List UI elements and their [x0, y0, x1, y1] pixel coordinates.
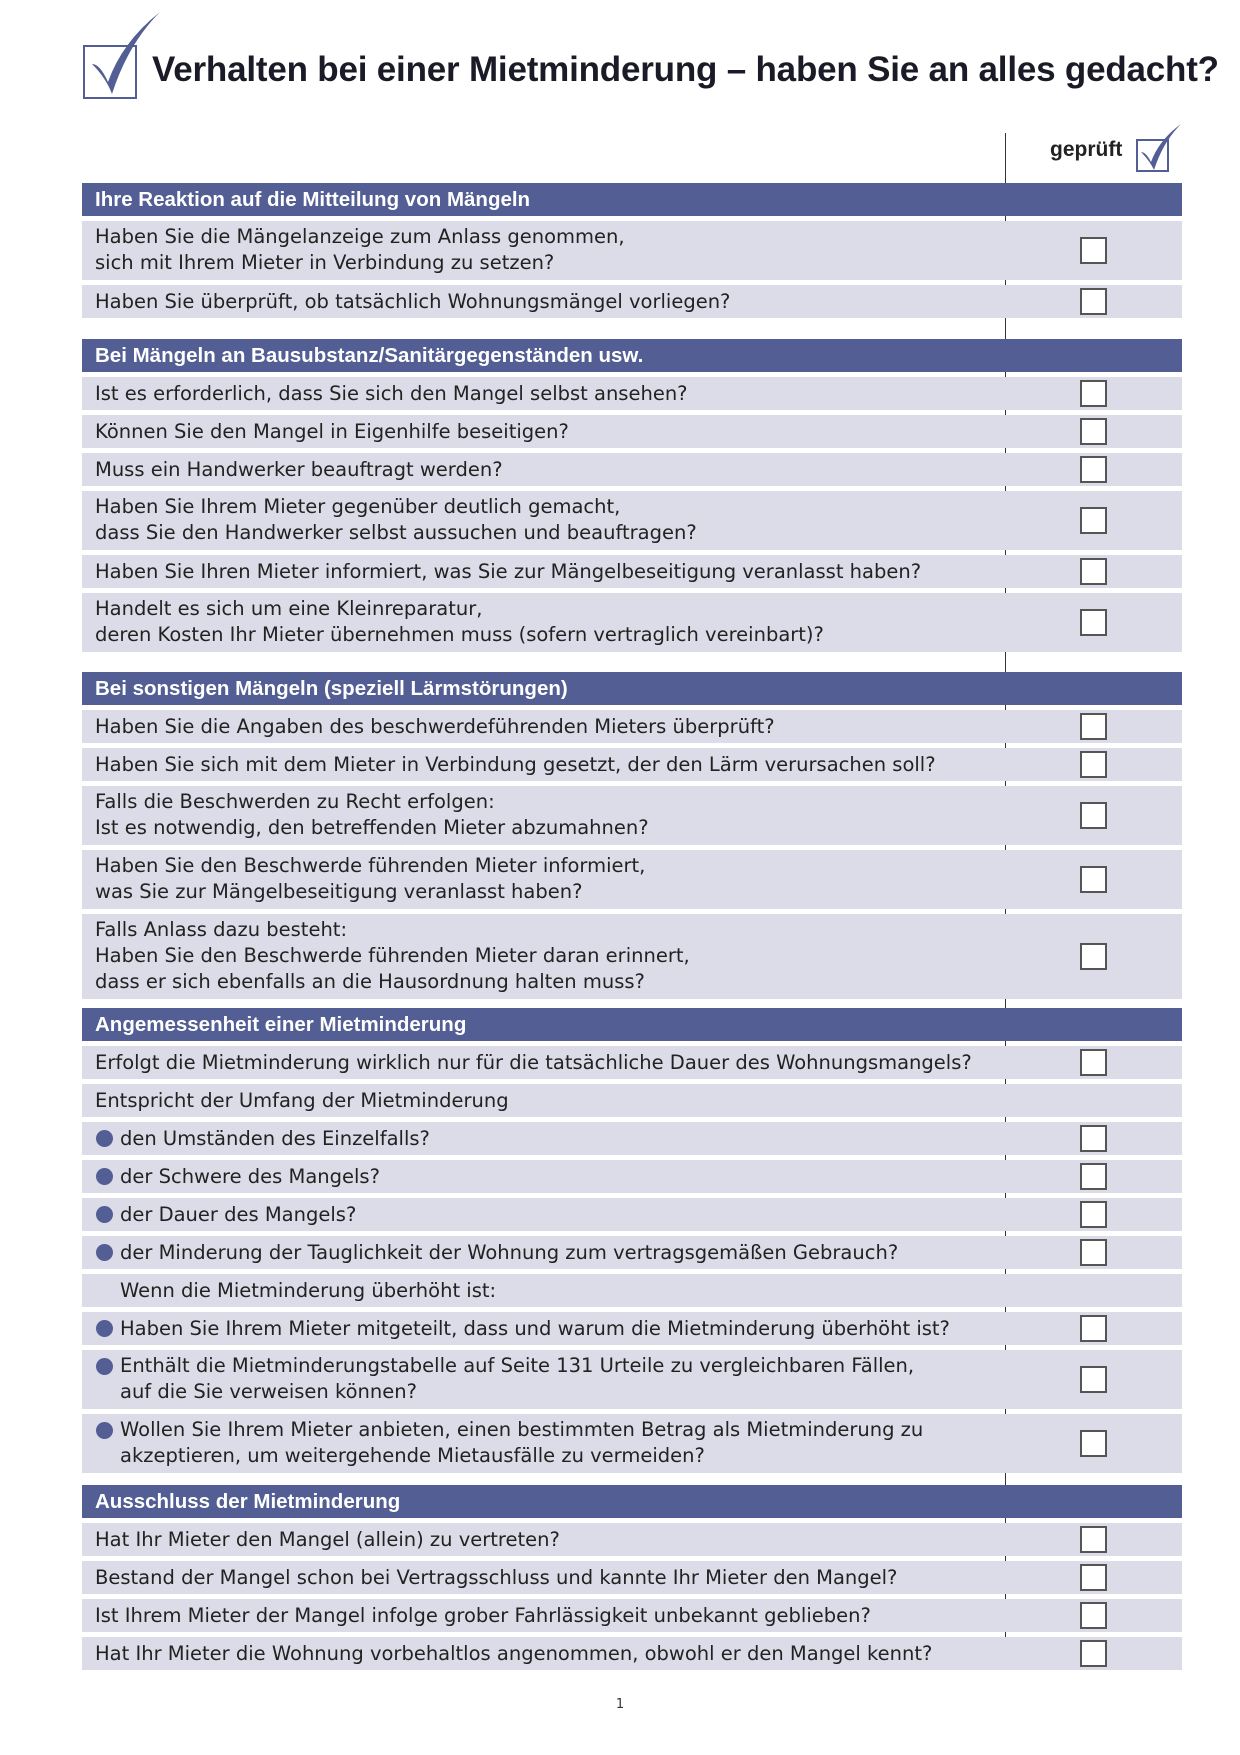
checkmark-box-icon: [82, 12, 162, 102]
checklist-item-line: Hat Ihr Mieter den Mangel (allein) zu vertreten?: [95, 1528, 560, 1551]
checklist-item: [82, 1084, 1182, 1117]
checklist-item: [82, 1122, 1182, 1155]
checklist-item-line: Ist Ihrem Mieter der Mangel infolge grober Fahrlässigkeit unbekannt geblieben?: [95, 1604, 871, 1627]
checklist-item: [82, 1236, 1182, 1269]
checklist-item-text: [95, 558, 921, 585]
bullet-icon: [96, 1206, 113, 1223]
checkbox[interactable]: [1080, 1564, 1107, 1591]
checkbox[interactable]: [1080, 866, 1107, 893]
checklist-item-text: [120, 1417, 923, 1469]
checkbox[interactable]: [1080, 1049, 1107, 1076]
bullet-icon: [96, 1130, 113, 1147]
checklist-item: [82, 748, 1182, 781]
checkbox[interactable]: [1080, 943, 1107, 970]
checklist-item-text: [95, 1049, 972, 1076]
checkbox[interactable]: [1080, 802, 1107, 829]
page-title: Verhalten bei einer Mietminderung – haben Sie an alles gedacht?: [152, 50, 1219, 89]
checklist-item-text: [95, 789, 649, 841]
checklist-item: [82, 1523, 1182, 1556]
title-row: [82, 12, 1219, 102]
checklist-item-text: [95, 751, 936, 778]
checkbox[interactable]: [1080, 456, 1107, 483]
section-heading: [82, 1008, 1182, 1041]
checklist-item-text: [95, 456, 503, 483]
section-heading-text: Ihre Reaktion auf die Mitteilung von Mängeln: [95, 188, 531, 211]
checklist-item-text: [95, 917, 690, 995]
checklist-item-text: [95, 418, 569, 445]
checklist-item-line: Falls Anlass dazu besteht:: [95, 918, 348, 941]
section-heading-text: Ausschluss der Mietminderung: [95, 1490, 401, 1513]
bullet-icon: [96, 1244, 113, 1261]
checklist-item-line: der Minderung der Tauglichkeit der Wohnung zum vertragsgemäßen Gebrauch?: [120, 1241, 899, 1264]
checklist-item-text: [95, 380, 688, 407]
checkbox[interactable]: [1080, 558, 1107, 585]
checklist-item: [82, 1198, 1182, 1231]
checklist-item-line: Haben Sie die Angaben des beschwerdeführenden Mieters überprüft?: [95, 715, 775, 738]
checklist-item: [82, 593, 1182, 652]
checklist-item-line: dass Sie den Handwerker selbst aussuchen und beauftragen?: [95, 521, 697, 544]
checklist-item-text: [120, 1163, 380, 1190]
page-number: 1: [615, 1697, 625, 1712]
checklist-item: [82, 285, 1182, 318]
checklist-item-line: Entspricht der Umfang der Mietminderung: [95, 1089, 509, 1112]
checkbox[interactable]: [1080, 380, 1107, 407]
checklist-item-line: der Dauer des Mangels?: [120, 1203, 357, 1226]
bullet-icon: [96, 1358, 113, 1375]
checklist-item-line: Haben Sie Ihren Mieter informiert, was Sie zur Mängelbeseitigung veranlasst haben?: [95, 560, 922, 583]
checklist-item: [82, 453, 1182, 486]
checklist-item: [82, 377, 1182, 410]
checklist-item: [82, 1046, 1182, 1079]
checklist-item-line: Können Sie den Mangel in Eigenhilfe beseitigen?: [95, 420, 569, 443]
checkmark-box-icon: [1136, 124, 1182, 174]
checklist-item-text: [95, 288, 730, 315]
checkbox[interactable]: [1080, 1163, 1107, 1190]
checklist-item: [82, 1599, 1182, 1632]
checklist-item: [82, 1274, 1182, 1307]
checkbox[interactable]: [1080, 1366, 1107, 1393]
checklist-item-text: [120, 1201, 356, 1228]
checkbox[interactable]: [1080, 237, 1107, 264]
checklist-item: [82, 221, 1182, 280]
checklist-item-line: Haben Sie sich mit dem Mieter in Verbindung gesetzt, der den Lärm verursachen soll?: [95, 753, 936, 776]
checklist-item-text: [120, 1353, 914, 1405]
checklist-item-line: auf die Sie verweisen können?: [120, 1380, 417, 1403]
checklist-item-line: sich mit Ihrem Mieter in Verbindung zu setzen?: [95, 251, 555, 274]
checkbox[interactable]: [1080, 1430, 1107, 1457]
checklist-item-line: Ist es erforderlich, dass Sie sich den Mangel selbst ansehen?: [95, 382, 688, 405]
checklist-item-line: den Umständen des Einzelfalls?: [120, 1127, 430, 1150]
checklist-item-line: Haben Sie den Beschwerde führenden Mieter daran erinnert,: [95, 944, 690, 967]
checklist-item-text: [95, 1564, 897, 1591]
checklist-item-line: Falls die Beschwerden zu Recht erfolgen:: [95, 790, 495, 813]
checklist-item-line: der Schwere des Mangels?: [120, 1165, 380, 1188]
checkbox[interactable]: [1080, 1640, 1107, 1667]
section-heading-text: Angemessenheit einer Mietminderung: [95, 1013, 467, 1036]
checklist-item: [82, 555, 1182, 588]
checkbox[interactable]: [1080, 1315, 1107, 1342]
checklist-item-line: Haben Sie den Beschwerde führenden Mieter informiert,: [95, 854, 646, 877]
checklist-item-line: was Sie zur Mängelbeseitigung veranlasst haben?: [95, 880, 583, 903]
checklist-item-text: [95, 1640, 932, 1667]
checklist-item-line: Erfolgt die Mietminderung wirklich nur für die tatsächliche Dauer des Wohnungsmangels?: [95, 1051, 972, 1074]
checklist-item-line: akzeptieren, um weitergehende Mietausfälle zu vermeiden?: [120, 1444, 705, 1467]
section-heading-text: Bei Mängeln an Bausubstanz/Sanitärgegenständen usw.: [95, 344, 644, 367]
section-heading: [82, 672, 1182, 705]
checklist-item-line: Enthält die Mietminderungstabelle auf Seite 131 Urteile zu vergleichbaren Fällen,: [120, 1354, 915, 1377]
section-heading: [82, 1485, 1182, 1518]
checklist-item: [82, 850, 1182, 909]
checklist-item-text: [95, 1602, 871, 1629]
section-heading: [82, 183, 1182, 216]
checklist-item-text: [95, 853, 645, 905]
checklist-item: [82, 1414, 1182, 1473]
checklist-item: [82, 710, 1182, 743]
checklist-item-text: [120, 1277, 496, 1304]
checklist-item-line: dass er sich ebenfalls an die Hausordnung halten muss?: [95, 970, 645, 993]
checkbox[interactable]: [1080, 1526, 1107, 1553]
checklist-item-line: deren Kosten Ihr Mieter übernehmen muss (sofern vertraglich vereinbart)?: [95, 623, 824, 646]
checklist-item-text: [95, 494, 697, 546]
column-header-geprueft: geprüft: [1050, 138, 1123, 161]
checklist-item-text: [95, 224, 625, 276]
checklist-item: [82, 1637, 1182, 1670]
bullet-icon: [96, 1168, 113, 1185]
checklist-item-text: [95, 713, 775, 740]
checkbox[interactable]: [1080, 288, 1107, 315]
checklist-item-line: Hat Ihr Mieter die Wohnung vorbehaltlos angenommen, obwohl er den Mangel kennt?: [95, 1642, 933, 1665]
checkbox[interactable]: [1080, 1125, 1107, 1152]
checklist-item-line: Haben Sie Ihrem Mieter mitgeteilt, dass und warum die Mietminderung überhöht ist?: [120, 1317, 950, 1340]
checkbox[interactable]: [1080, 713, 1107, 740]
checklist-item-line: Muss ein Handwerker beauftragt werden?: [95, 458, 503, 481]
checkbox[interactable]: [1080, 507, 1107, 534]
checklist-item-line: Wollen Sie Ihrem Mieter anbieten, einen bestimmten Betrag als Mietminderung zu: [120, 1418, 924, 1441]
checkbox[interactable]: [1080, 1239, 1107, 1266]
checklist-item: [82, 1312, 1182, 1345]
checkbox[interactable]: [1080, 609, 1107, 636]
checklist-item-line: Haben Sie überprüft, ob tatsächlich Wohnungsmängel vorliegen?: [95, 290, 731, 313]
checklist-item: [82, 1160, 1182, 1193]
checklist-item-line: Bestand der Mangel schon bei Vertragsschluss und kannte Ihr Mieter den Mangel?: [95, 1566, 898, 1589]
checklist-item: [82, 914, 1182, 999]
checkbox[interactable]: [1080, 751, 1107, 778]
checklist-item-text: [95, 1087, 509, 1114]
checklist-item-text: [120, 1315, 950, 1342]
checklist-item: [82, 786, 1182, 845]
checklist-item-line: Ist es notwendig, den betreffenden Mieter abzumahnen?: [95, 816, 649, 839]
checklist-item-line: Wenn die Mietminderung überhöht ist:: [120, 1279, 497, 1302]
checklist-item-text: [95, 596, 824, 648]
checkbox[interactable]: [1080, 1201, 1107, 1228]
checkbox[interactable]: [1080, 1602, 1107, 1629]
checklist-item: [82, 415, 1182, 448]
checklist-item: [82, 1350, 1182, 1409]
section-heading-text: Bei sonstigen Mängeln (speziell Lärmstörungen): [95, 677, 568, 700]
checklist-item-text: [95, 1526, 560, 1553]
checklist-item-line: Haben Sie die Mängelanzeige zum Anlass genommen,: [95, 225, 625, 248]
checklist-item: [82, 491, 1182, 550]
checklist-item-line: Handelt es sich um eine Kleinreparatur,: [95, 597, 483, 620]
checklist-item-line: Haben Sie Ihrem Mieter gegenüber deutlich gemacht,: [95, 495, 621, 518]
bullet-icon: [96, 1422, 113, 1439]
section-heading: [82, 339, 1182, 372]
checklist-item-text: [120, 1125, 430, 1152]
bullet-icon: [96, 1320, 113, 1337]
checkbox[interactable]: [1080, 418, 1107, 445]
checklist-item-text: [120, 1239, 898, 1266]
checklist-item: [82, 1561, 1182, 1594]
